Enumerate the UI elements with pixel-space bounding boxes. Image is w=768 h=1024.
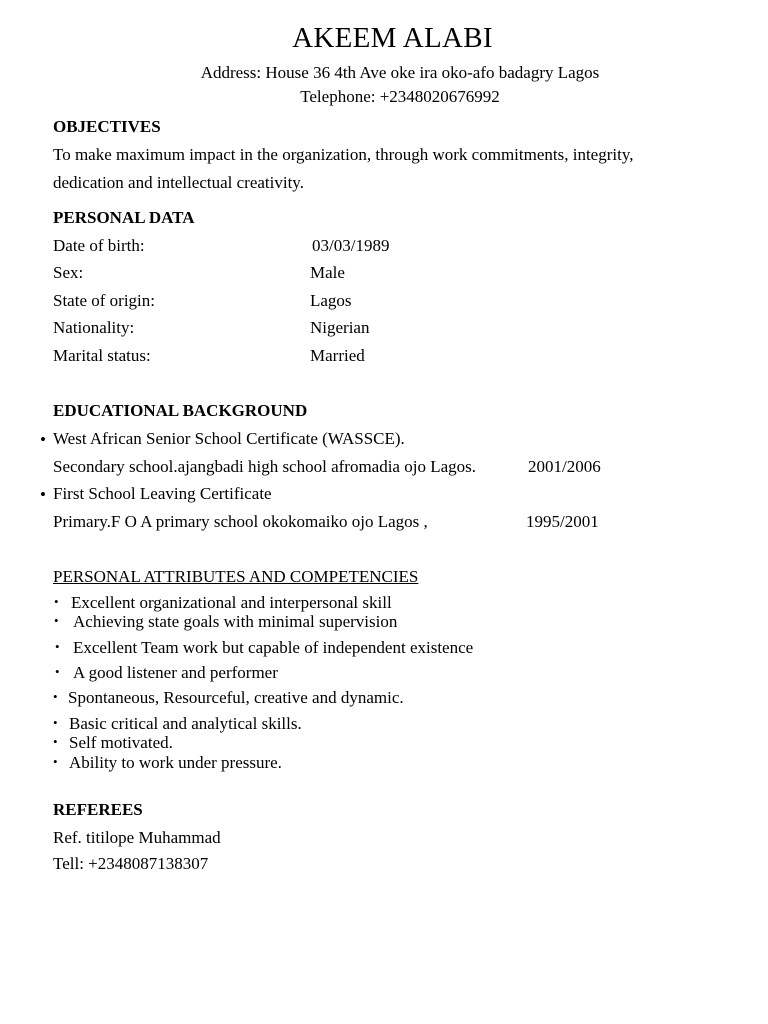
attribute-item: Excellent Team work but capable of independent existence [73,638,474,657]
personal-data-value: Lagos [310,291,352,310]
bullet-icon: • [40,485,46,504]
education-title: First School Leaving Certificate [53,484,272,503]
personal-data-value: 03/03/1989 [312,236,390,255]
referee-name: Ref. titilope Muhammad [53,828,221,847]
objectives-text-line-2: dedication and intellectual creativity. [53,173,304,192]
referees-heading: REFEREES [53,800,143,819]
personal-data-label: Marital status: [53,346,151,365]
bullet-icon: • [55,639,60,654]
education-title: West African Senior School Certificate (WASSCE). [53,429,405,448]
education-years: 1995/2001 [526,512,599,531]
objectives-text-line-1: To make maximum impact in the organization, through work commitments, integrity, [53,145,634,164]
bullet-icon: • [53,734,58,749]
personal-data-label: Sex: [53,263,84,282]
objectives-heading: OBJECTIVES [53,117,161,136]
personal-data-value: Male [310,263,345,282]
education-years: 2001/2006 [528,457,601,476]
bullet-icon: • [55,664,60,679]
personal-data-value: Nigerian [310,318,370,337]
education-detail: Primary.F O A primary school okokomaiko ojo Lagos , [53,512,428,531]
bullet-icon: • [40,430,46,449]
personal-data-heading: PERSONAL DATA [53,208,195,227]
personal-data-label: Nationality: [53,318,135,337]
education-heading: EDUCATIONAL BACKGROUND [53,401,308,420]
attribute-item: Ability to work under pressure. [69,753,282,772]
bullet-icon: • [53,754,58,769]
attribute-item: Basic critical and analytical skills. [69,714,302,733]
bullet-icon: • [53,715,58,730]
attribute-item: A good listener and performer [73,663,278,682]
bullet-icon: • [54,613,59,628]
attribute-item: Excellent organizational and interpersonal skill [71,593,392,612]
attributes-heading: PERSONAL ATTRIBUTES AND COMPETENCIES [53,567,419,586]
resume-name: AKEEM ALABI [292,22,493,54]
bullet-icon: • [53,689,58,704]
attribute-item: Self motivated. [69,733,173,752]
personal-data-value: Married [310,346,365,365]
address-line: Address: House 36 4th Ave oke ira oko-afo badagry Lagos [200,63,600,82]
referee-phone: Tell: +2348087138307 [53,854,209,873]
education-detail: Secondary school.ajangbadi high school afromadia ojo Lagos. [53,457,476,476]
attribute-item: Achieving state goals with minimal supervision [73,612,398,631]
attribute-item: Spontaneous, Resourceful, creative and dynamic. [68,688,404,707]
personal-data-label: State of origin: [53,291,155,310]
telephone-line: Telephone: +2348020676992 [300,87,500,106]
personal-data-label: Date of birth: [53,236,145,255]
bullet-icon: • [54,594,59,609]
